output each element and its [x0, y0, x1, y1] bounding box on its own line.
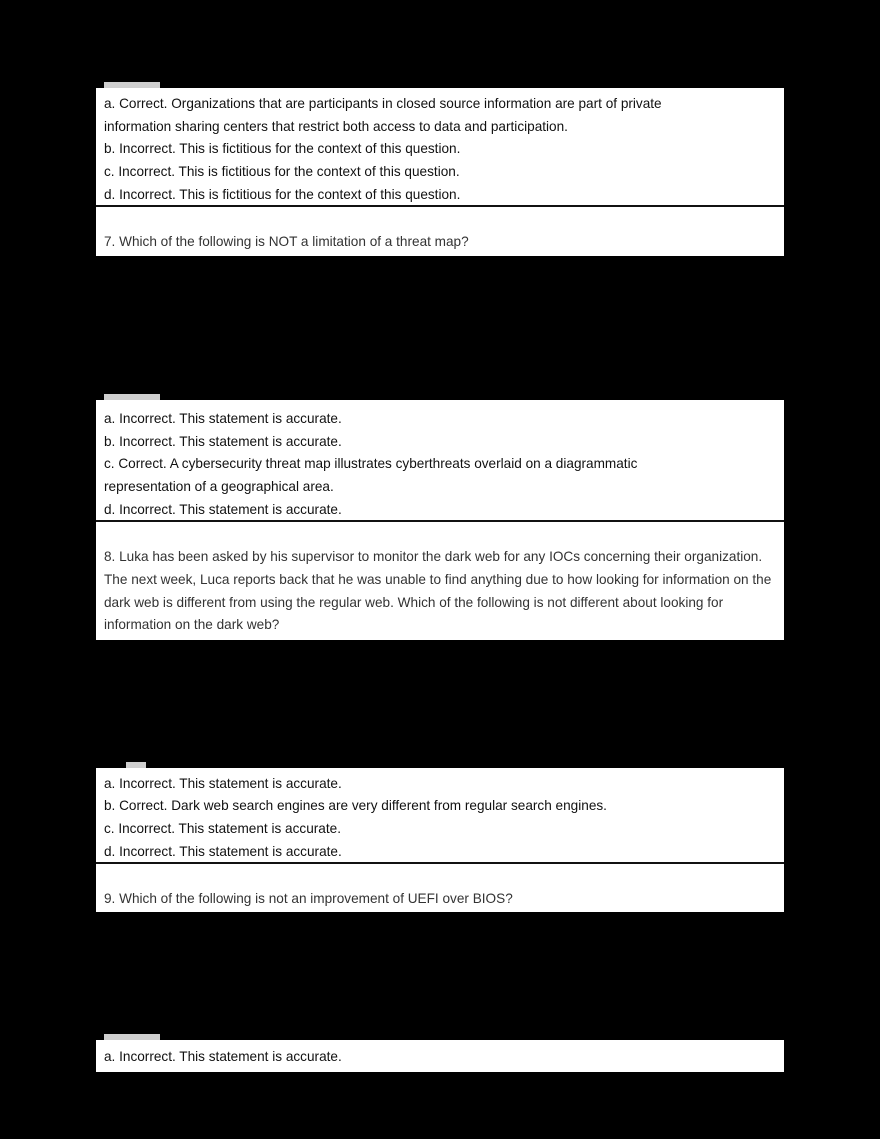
answer-line: information sharing centers that restrict both access to data and participation. — [104, 119, 568, 134]
answer-line: b. Correct. Dark web search engines are very different from regular search engines. — [104, 798, 607, 813]
answer-line: d. Incorrect. This statement is accurate. — [104, 502, 342, 517]
answer-line: c. Incorrect. This is fictitious for the context of this question. — [104, 164, 460, 179]
answer-line: c. Incorrect. This statement is accurate. — [104, 821, 341, 836]
answer-label-cropped — [104, 82, 160, 88]
answer-block-9 — [96, 1040, 784, 1072]
answer-line: b. Incorrect. This statement is accurate. — [104, 434, 342, 449]
answer-line: a. Incorrect. This statement is accurate. — [104, 1049, 342, 1064]
answer-line: representation of a geographical area. — [104, 479, 334, 494]
question-7: 7. Which of the following is NOT a limitation of a threat map? — [104, 234, 469, 249]
answer-block-7 — [96, 400, 784, 640]
answer-line: d. Incorrect. This is fictitious for the context of this question. — [104, 187, 461, 202]
answer-label-cropped — [104, 394, 160, 400]
question-9: 9. Which of the following is not an improvement of UEFI over BIOS? — [104, 891, 513, 906]
divider — [96, 862, 784, 864]
answer-line: d. Incorrect. This statement is accurate. — [104, 844, 342, 859]
question-8: 8. Luka has been asked by his supervisor to monitor the dark web for any IOCs concerning their organization. The next week, Luca reports back that he was unable to find anything due to how looking for information on the dark web is different from using the regular web. Which of the following is not different about looking for information on the dark web? — [104, 549, 772, 633]
answer-block-6 — [96, 88, 784, 256]
answer-line: c. Correct. A cybersecurity threat map illustrates cyberthreats overlaid on a diagrammatic — [104, 456, 638, 471]
answer-block-8 — [96, 768, 784, 912]
divider — [96, 520, 784, 522]
divider — [96, 205, 784, 207]
answer-line: b. Incorrect. This is fictitious for the context of this question. — [104, 141, 461, 156]
answer-line: a. Incorrect. This statement is accurate. — [104, 411, 342, 426]
answer-label-cropped — [104, 1034, 160, 1040]
answer-line: a. Correct. Organizations that are participants in closed source information are part of private — [104, 96, 662, 111]
answer-label-cropped — [126, 762, 146, 768]
answer-line: a. Incorrect. This statement is accurate. — [104, 776, 342, 791]
